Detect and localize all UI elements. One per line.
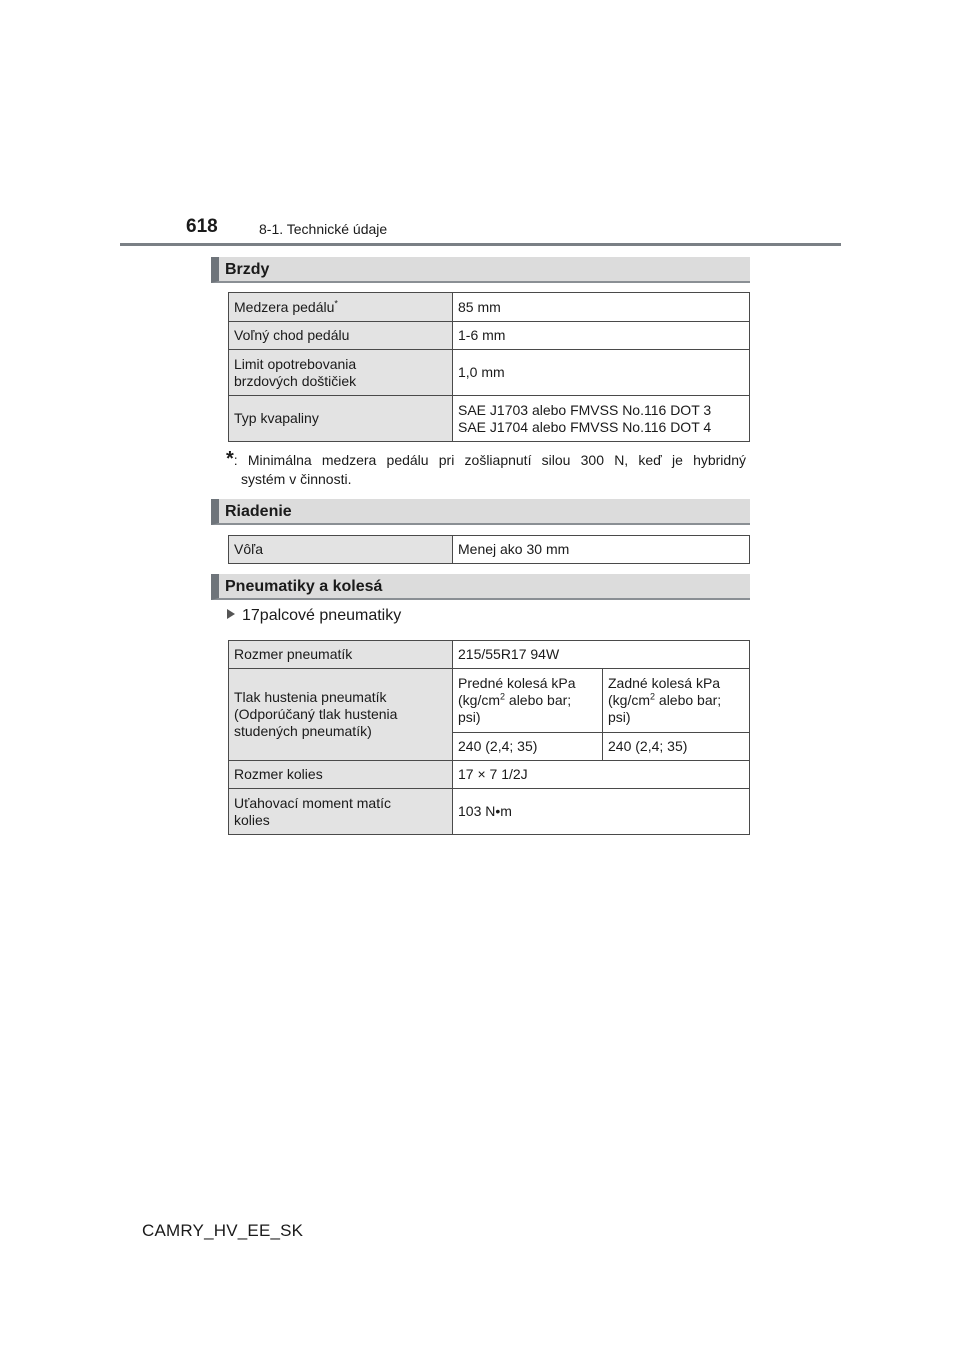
table-row (229, 669, 750, 733)
section-bar-steering (211, 499, 750, 525)
tires-table (228, 640, 750, 835)
table-row (229, 322, 750, 350)
section-bar-tires (211, 574, 750, 600)
table-row (229, 293, 750, 322)
section-title: Pneumatiky a kolesá (225, 578, 383, 595)
row-label: Typ kvapaliny (229, 396, 453, 442)
front-pressure-value: 240 (2,4; 35) (453, 733, 603, 761)
row-label: Rozmer kolies (229, 761, 453, 789)
footnote-text-cont: systém v činnosti. (241, 471, 352, 487)
row-label: Limit opotrebovania brzdových doštičiek (229, 350, 453, 396)
row-value: 103 N•m (453, 789, 750, 835)
brakes-table (228, 292, 750, 442)
rear-pressure-value: 240 (2,4; 35) (603, 733, 750, 761)
page-number: 618 (186, 216, 218, 237)
row-value: 1-6 mm (453, 322, 750, 350)
section-bar-brakes (211, 257, 750, 283)
triangle-bullet-icon (227, 609, 235, 619)
table-row (229, 396, 750, 442)
footnote-text: : Minimálna medzera pedálu pri zošliapnutí silou 300 N, keď je hybridný (233, 452, 746, 468)
chapter-title: 8-1. Technické údaje (259, 221, 388, 237)
row-value: 17 × 7 1/2J (453, 761, 750, 789)
section-title: Brzdy (225, 261, 270, 278)
front-header: Predné kolesá kPa ($kg/cm^2$ alebo bar; psi) (453, 669, 603, 733)
row-label: Rozmer pneumatík (229, 641, 453, 669)
row-label: Tlak hustenia pneumatík (Odporúčaný tlak hustenia studených pneumatík) (229, 669, 453, 761)
row-value: 85 mm (453, 293, 750, 322)
table-row (229, 641, 750, 669)
footnote-mark: * (226, 448, 234, 470)
row-value: 1,0 mm (453, 350, 750, 396)
table-row (229, 789, 750, 835)
row-value: Menej ako 30 mm (453, 536, 750, 564)
row-label: Vôľa (229, 536, 453, 564)
row-label: Voľný chod pedálu (229, 322, 453, 350)
section-title: Riadenie (225, 503, 292, 520)
row-label: Medzera pedálu* (229, 293, 453, 322)
table-row (229, 536, 750, 564)
row-label: Uťahovací moment matíc kolies (229, 789, 453, 835)
rear-header: Zadné kolesá kPa ($kg/cm^2$ alebo bar; psi) (603, 669, 750, 733)
row-value: 215/55R17 94W (453, 641, 750, 669)
brakes-footnote (226, 450, 746, 489)
header-rule (120, 243, 841, 246)
table-row (229, 350, 750, 396)
row-value: SAE J1703 alebo FMVSS No.116 DOT 3 SAE J1704 alebo FMVSS No.116 DOT 4 (453, 396, 750, 442)
tires-subheading: 17palcové pneumatiky (227, 607, 401, 625)
footer-code: CAMRY_HV_EE_SK (142, 1221, 304, 1240)
table-row (229, 761, 750, 789)
steering-table (228, 535, 750, 564)
